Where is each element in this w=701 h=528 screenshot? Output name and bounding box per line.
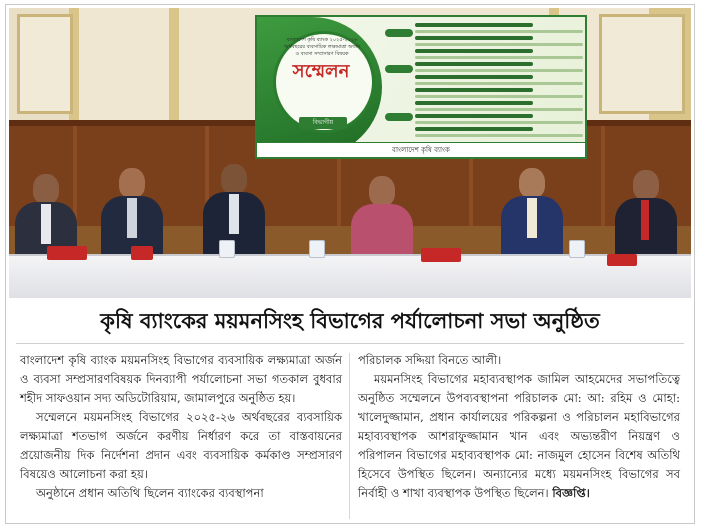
banner-footer: বাংলাদেশ কৃষি ব্যাংক — [257, 142, 585, 157]
article-paragraph — [358, 370, 680, 503]
article-paragraph: অনুষ্ঠানে প্রধান অতিথি ছিলেন ব্যাংকের ব্যবস্থাপনা — [36, 486, 264, 500]
person — [615, 170, 677, 260]
article-column-left — [20, 351, 342, 503]
article-signature: বিজ্ঞপ্তি। — [552, 486, 590, 500]
wall-panel — [17, 14, 73, 114]
name-plate — [607, 254, 637, 266]
person — [501, 168, 563, 258]
banner-guest-list — [415, 23, 583, 140]
person — [101, 168, 163, 258]
article-paragraph: পরিচালক সদ্দিয়া বিনতে আলী। — [358, 353, 502, 367]
banner-pill — [385, 113, 413, 121]
news-clipping — [5, 4, 695, 524]
person — [351, 176, 413, 266]
banner-pill — [385, 65, 413, 73]
banner-title: সম্মেলন — [292, 61, 350, 82]
name-plate — [421, 248, 461, 262]
banner-pill — [385, 29, 413, 37]
article-column-right — [358, 351, 680, 503]
column-divider — [349, 353, 350, 519]
article-headline: কৃষি ব্যাংকের ময়মনসিংহ বিভাগের পর্যালোচনা সভা অনুষ্ঠিত — [100, 308, 600, 333]
glass — [569, 240, 585, 258]
name-plate — [47, 246, 87, 260]
article-paragraph: সম্মেলনে ময়মনসিংহ বিভাগের ২০২৫-২৬ অর্থবছরের ব্যবসায়িক লক্ষ্যমাত্রা শতভাগ অর্জনে করণীয় নির্ধারণ করে তা বাস্তবায়নের প্রয়োজনীয় দিক নির্দেশনা প্রদান এবং ব্যবসায়িক কর্মকাণ্ড সম্প্রসারণ বিষয়েও আলোচনা করা হয়। — [20, 410, 342, 481]
event-photo — [9, 8, 691, 298]
banner-tag: বিভাগীয় — [299, 117, 347, 129]
event-banner — [255, 15, 587, 159]
wall-panel — [599, 14, 685, 114]
headline-rule — [16, 343, 684, 344]
article-paragraph: বাংলাদেশ কৃষি ব্যাংক ময়মনসিংহ বিভাগের ব্যবসায়িক লক্ষ্যমাত্রা অর্জন ও ব্যবসা সম্প্রসারণবিষয়ক দিনব্যাপী পর্যালোচনা সভা গতকাল বুধবার শহীদ সাফওয়ান সদ্য অডিটোরিয়াম, জামালপুরে অনুষ্ঠিত হয়। — [20, 353, 342, 405]
banner-subtitle: বাংলাদেশ কৃষি ব্যাংক ২০২৫-২০২৬ অর্থবছরের ব্যবসায়িক লক্ষ্যমাত্রা অর্জন ও ব্যবসা সম্প্রসারণ বিষয়ক — [284, 37, 360, 57]
conference-table — [9, 254, 691, 298]
glass — [309, 240, 325, 258]
article-paragraph-text: ময়মনসিংহ বিভাগের মহাব্যবস্থাপক জামিল আহমেদের সভাপতিত্বে অনুষ্ঠিত সম্মেলনে উপব্যবস্থাপনা পরিচালক মো: আ: রহিম ও মোহা: খালেদুজ্জামান, প্রধান কার্যালয়ের পরিকল্পনা ও পরিচালন মহাবিভাগের মহাব্যবস্থাপক আশরাফুজ্জামান খান এবং অভ্যন্তরীণ নিয়ন্ত্রণ ও পরিপালন বিভাগের মহাব্যবস্থাপক মো: নাজমুল হোসেন বিশেষ অতিথি হিসেবে উপস্থিত ছিলেন। অন্যান্যের মধ্যে ময়মনসিংহ বিভাগের সব নির্বাহী ও শাখা ব্যবস্থাপক উপস্থিত ছিলেন। — [358, 372, 680, 500]
name-plate — [131, 246, 153, 260]
glass — [219, 240, 235, 258]
